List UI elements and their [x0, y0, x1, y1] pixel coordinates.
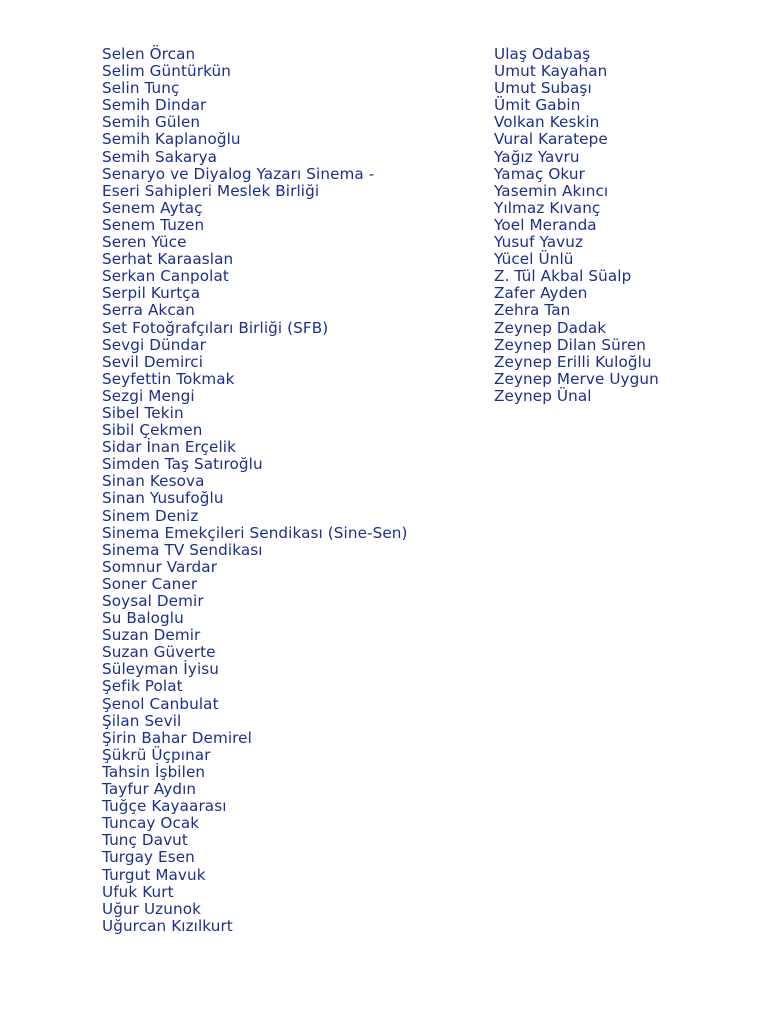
name-list-item: Yağız Yavru	[494, 147, 580, 166]
name-list-item: Sibel Tekin	[102, 403, 184, 422]
name-list-item: Sinema Emekçileri Sendikası (Sine-Sen)	[102, 523, 408, 542]
name-list-item: Serkan Canpolat	[102, 267, 229, 286]
name-list-item: Ümit Gabin	[494, 96, 581, 115]
name-list-item: Zeynep Merve Uygun	[494, 369, 659, 388]
name-list-item: Semih Gülen	[102, 113, 201, 132]
name-list-item: Sevil Demirci	[102, 352, 204, 371]
name-list-item: Şirin Bahar Demirel	[102, 728, 252, 747]
name-list-item: Tayfur Aydın	[102, 780, 197, 799]
name-list-item: Zehra Tan	[494, 301, 571, 320]
name-list-item: Selen Örcan	[102, 45, 196, 63]
name-list-item: Sinan Yusufoğlu	[102, 489, 224, 508]
name-list-item: Serpil Kurtça	[102, 284, 201, 303]
name-list-item: Sevgi Dündar	[102, 335, 206, 354]
name-list-item: Sezgi Mengi	[102, 386, 195, 405]
name-list-item: Yusuf Yavuz	[494, 233, 584, 252]
name-list-item: Şilan Sevil	[102, 711, 182, 730]
name-list-item: Seren Yüce	[102, 233, 187, 252]
name-list-item: Sinan Kesova	[102, 472, 205, 491]
name-list-item: Zeynep Dilan Süren	[494, 335, 647, 354]
name-list-item: Zeynep Ünal	[494, 386, 592, 405]
name-list-item: Selim Güntürkün	[102, 62, 231, 81]
name-list-item: Ulaş Odabaş	[494, 45, 591, 63]
name-list-item: Senaryo ve Diyalog Yazarı Sinema -	[102, 164, 375, 183]
name-list-item: Tunç Davut	[102, 831, 188, 850]
name-list-item: Set Fotoğrafçıları Birliği (SFB)	[102, 318, 329, 337]
name-list-item: Senem Tuzen	[102, 215, 205, 234]
name-list-item: Soysal Demir	[102, 592, 204, 610]
name-list-item: Uğurcan Kızılkurt	[102, 916, 233, 935]
name-list-item: Vural Karatepe	[494, 130, 608, 149]
name-list-item: Zeynep Erilli Kuloğlu	[494, 352, 652, 371]
name-list-item: Suzan Demir	[102, 626, 201, 645]
name-list-item: Senem Aytaç	[102, 198, 203, 217]
name-list-item: Soner Caner	[102, 574, 198, 593]
name-list-item: Tuğçe Kayaarası	[102, 797, 227, 816]
name-list-item: Somnur Vardar	[102, 557, 218, 576]
name-list-item: Şefik Polat	[102, 677, 183, 696]
name-list-item: Semih Kaplanoğlu	[102, 130, 241, 149]
name-list-item: Turgay Esen	[102, 848, 195, 867]
name-list-item: Sidar İnan Erçelik	[102, 438, 236, 457]
name-list-item: Tahsin İşbilen	[102, 762, 206, 781]
left-name-column	[102, 46, 472, 935]
name-list-item: Zeynep Dadak	[494, 318, 607, 337]
name-list-item: Tuncay Ocak	[102, 814, 200, 833]
name-list-item: Sinema TV Sendikası	[102, 540, 263, 559]
name-list-item: Şükrü Üçpınar	[102, 745, 211, 764]
name-list-item: Simden Taş Satıroğlu	[102, 455, 263, 474]
name-list-item: Süleyman İyisu	[102, 660, 219, 679]
right-name-column	[494, 46, 744, 405]
name-list-item: Sinem Deniz	[102, 506, 199, 525]
name-list-item: Yamaç Okur	[494, 164, 585, 183]
name-list-item: Turgut Mavuk	[102, 865, 206, 884]
name-list-item: Umut Kayahan	[494, 62, 608, 81]
name-list-item: Z. Tül Akbal Süalp	[494, 267, 632, 286]
name-list-item: Yılmaz Kıvanç	[494, 198, 601, 217]
name-list-item: Şenol Canbulat	[102, 694, 219, 713]
name-list-item: Serhat Karaaslan	[102, 250, 234, 269]
name-list-item: Yasemin Akıncı	[494, 181, 609, 200]
name-list-item: Suzan Güverte	[102, 643, 216, 662]
name-list-item: Semih Sakarya	[102, 147, 218, 166]
name-list-item: Zafer Ayden	[494, 284, 588, 303]
name-list-item: Selin Tunç	[102, 79, 180, 98]
name-list-item: Eseri Sahipleri Meslek Birliği	[102, 181, 320, 200]
name-list-item: Umut Subaşı	[494, 79, 592, 98]
name-list-item: Seyfettin Tokmak	[102, 369, 235, 388]
name-list-item: Semih Dindar	[102, 96, 207, 115]
name-list-item: Serra Akcan	[102, 301, 195, 320]
name-list-item: Uğur Uzunok	[102, 899, 201, 918]
name-list-item: Volkan Keskin	[494, 113, 600, 132]
name-list-item: Su Baloglu	[102, 609, 184, 628]
name-list-item: Yücel Ünlü	[494, 250, 574, 269]
name-list-item: Ufuk Kurt	[102, 882, 174, 901]
name-list-item: Sibil Çekmen	[102, 421, 203, 440]
name-list-item: Yoel Meranda	[494, 215, 597, 234]
